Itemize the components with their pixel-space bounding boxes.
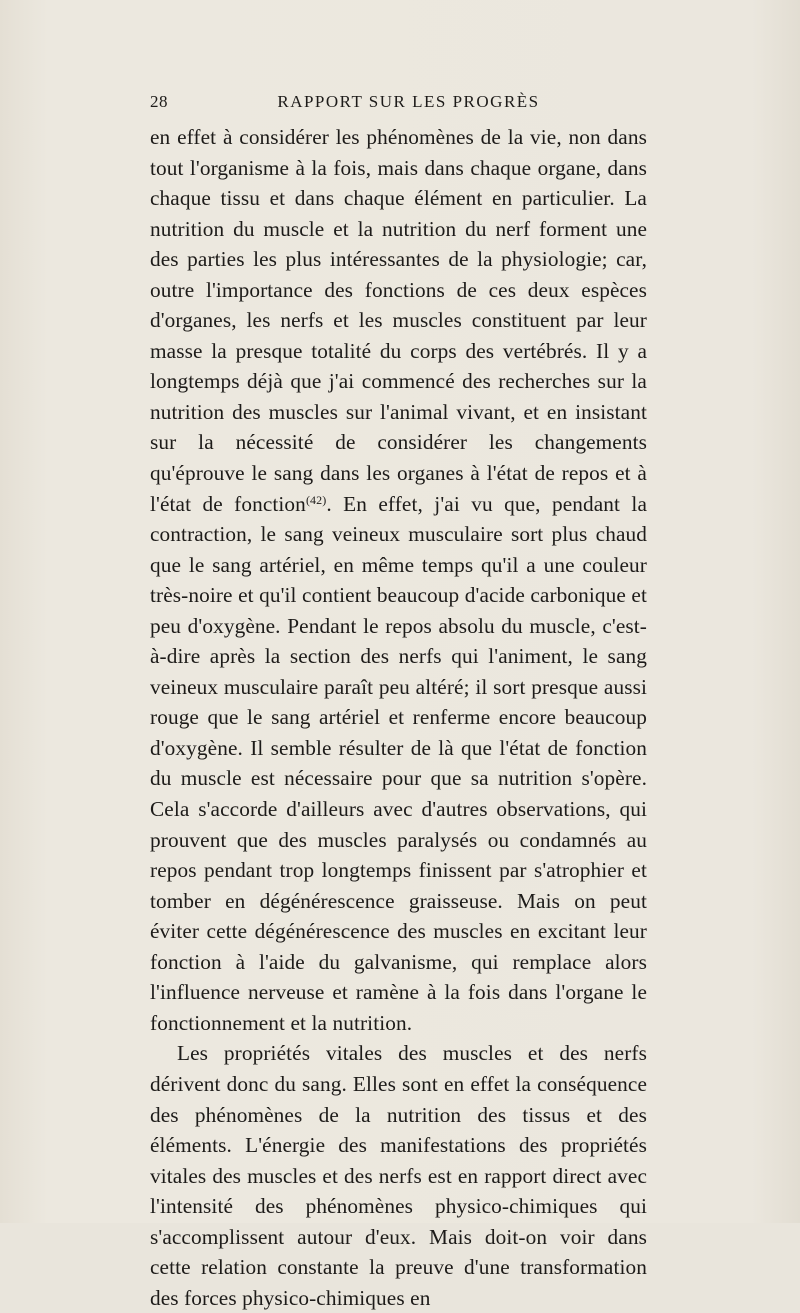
running-title: RAPPORT SUR LES PROGRÈS [277,92,540,111]
paragraph-2: Les propriétés vitales des muscles et des nerfs dérivent donc du sang. Elles sont en effet la conséquence des phénomènes de la nutrition des tissus et des éléments. L'énergie des manifestations des propriétés vitales des muscles et des nerfs est en rapport direct avec l'intensité des phénomènes physico-chimiques qui s'accomplissent autour d'eux. Mais doit-on voir dans cette relation constante la preuve d'une transformation des forces physico-chimiques en [150,1041,647,1310]
page-number: 28 [150,92,168,111]
note-reference: (42) [305,492,327,507]
running-head [150,92,647,116]
paragraph-1-text-before-note: en effet à considérer les phénomènes de la vie, non dans tout l'organisme à la fois, mais dans chaque organe, dans chaque tissu et dans chaque élément en particulier. La nutrition du muscle et la nutrition du nerf forment une des parties les plus intéressantes de la physiologie; car, outre l'importance des fonctions de ces deux espèces d'organes, les nerfs et les muscles constituent par leur masse la presque totalité du corps des vertébrés. Il y a longtemps déjà que j'ai commencé des recherches sur la nutrition des muscles sur l'animal vivant, et en insistant sur la nécessité de considérer les changements qu'éprouve le sang dans les organes à l'état de repos et à l'état de fonction [150,125,647,516]
paragraph-1 [150,122,647,1038]
paragraph-1-text-after-note: . En effet, j'ai vu que, pendant la contraction, le sang veineux musculaire sort plus chaud que le sang artériel, en même temps qu'il a une couleur très-noire et qu'il contient beaucoup d'acide carbonique et peu d'oxygène. Pendant le repos absolu du muscle, c'est-à-dire après la section des nerfs qui l'animent, le sang veineux musculaire paraît peu altéré; il sort presque aussi rouge que le sang artériel et renferme encore beaucoup d'oxygène. Il semble résulter de là que l'état de fonction du muscle est nécessaire pour que sa nutrition s'opère. Cela s'accorde d'ailleurs avec d'autres observations, qui prouvent que des muscles paralysés ou condamnés au repos pendant trop longtemps finissent par s'atrophier et tomber en dégénérescence graisseuse. Mais on peut éviter cette dégénérescence des muscles en excitant leur fonction à l'aide du galvanisme, qui remplace alors l'influence nerveuse et ramène à la fois dans l'organe le fonctionnement et la nutrition. [150,491,648,1035]
body-text [150,122,647,1313]
